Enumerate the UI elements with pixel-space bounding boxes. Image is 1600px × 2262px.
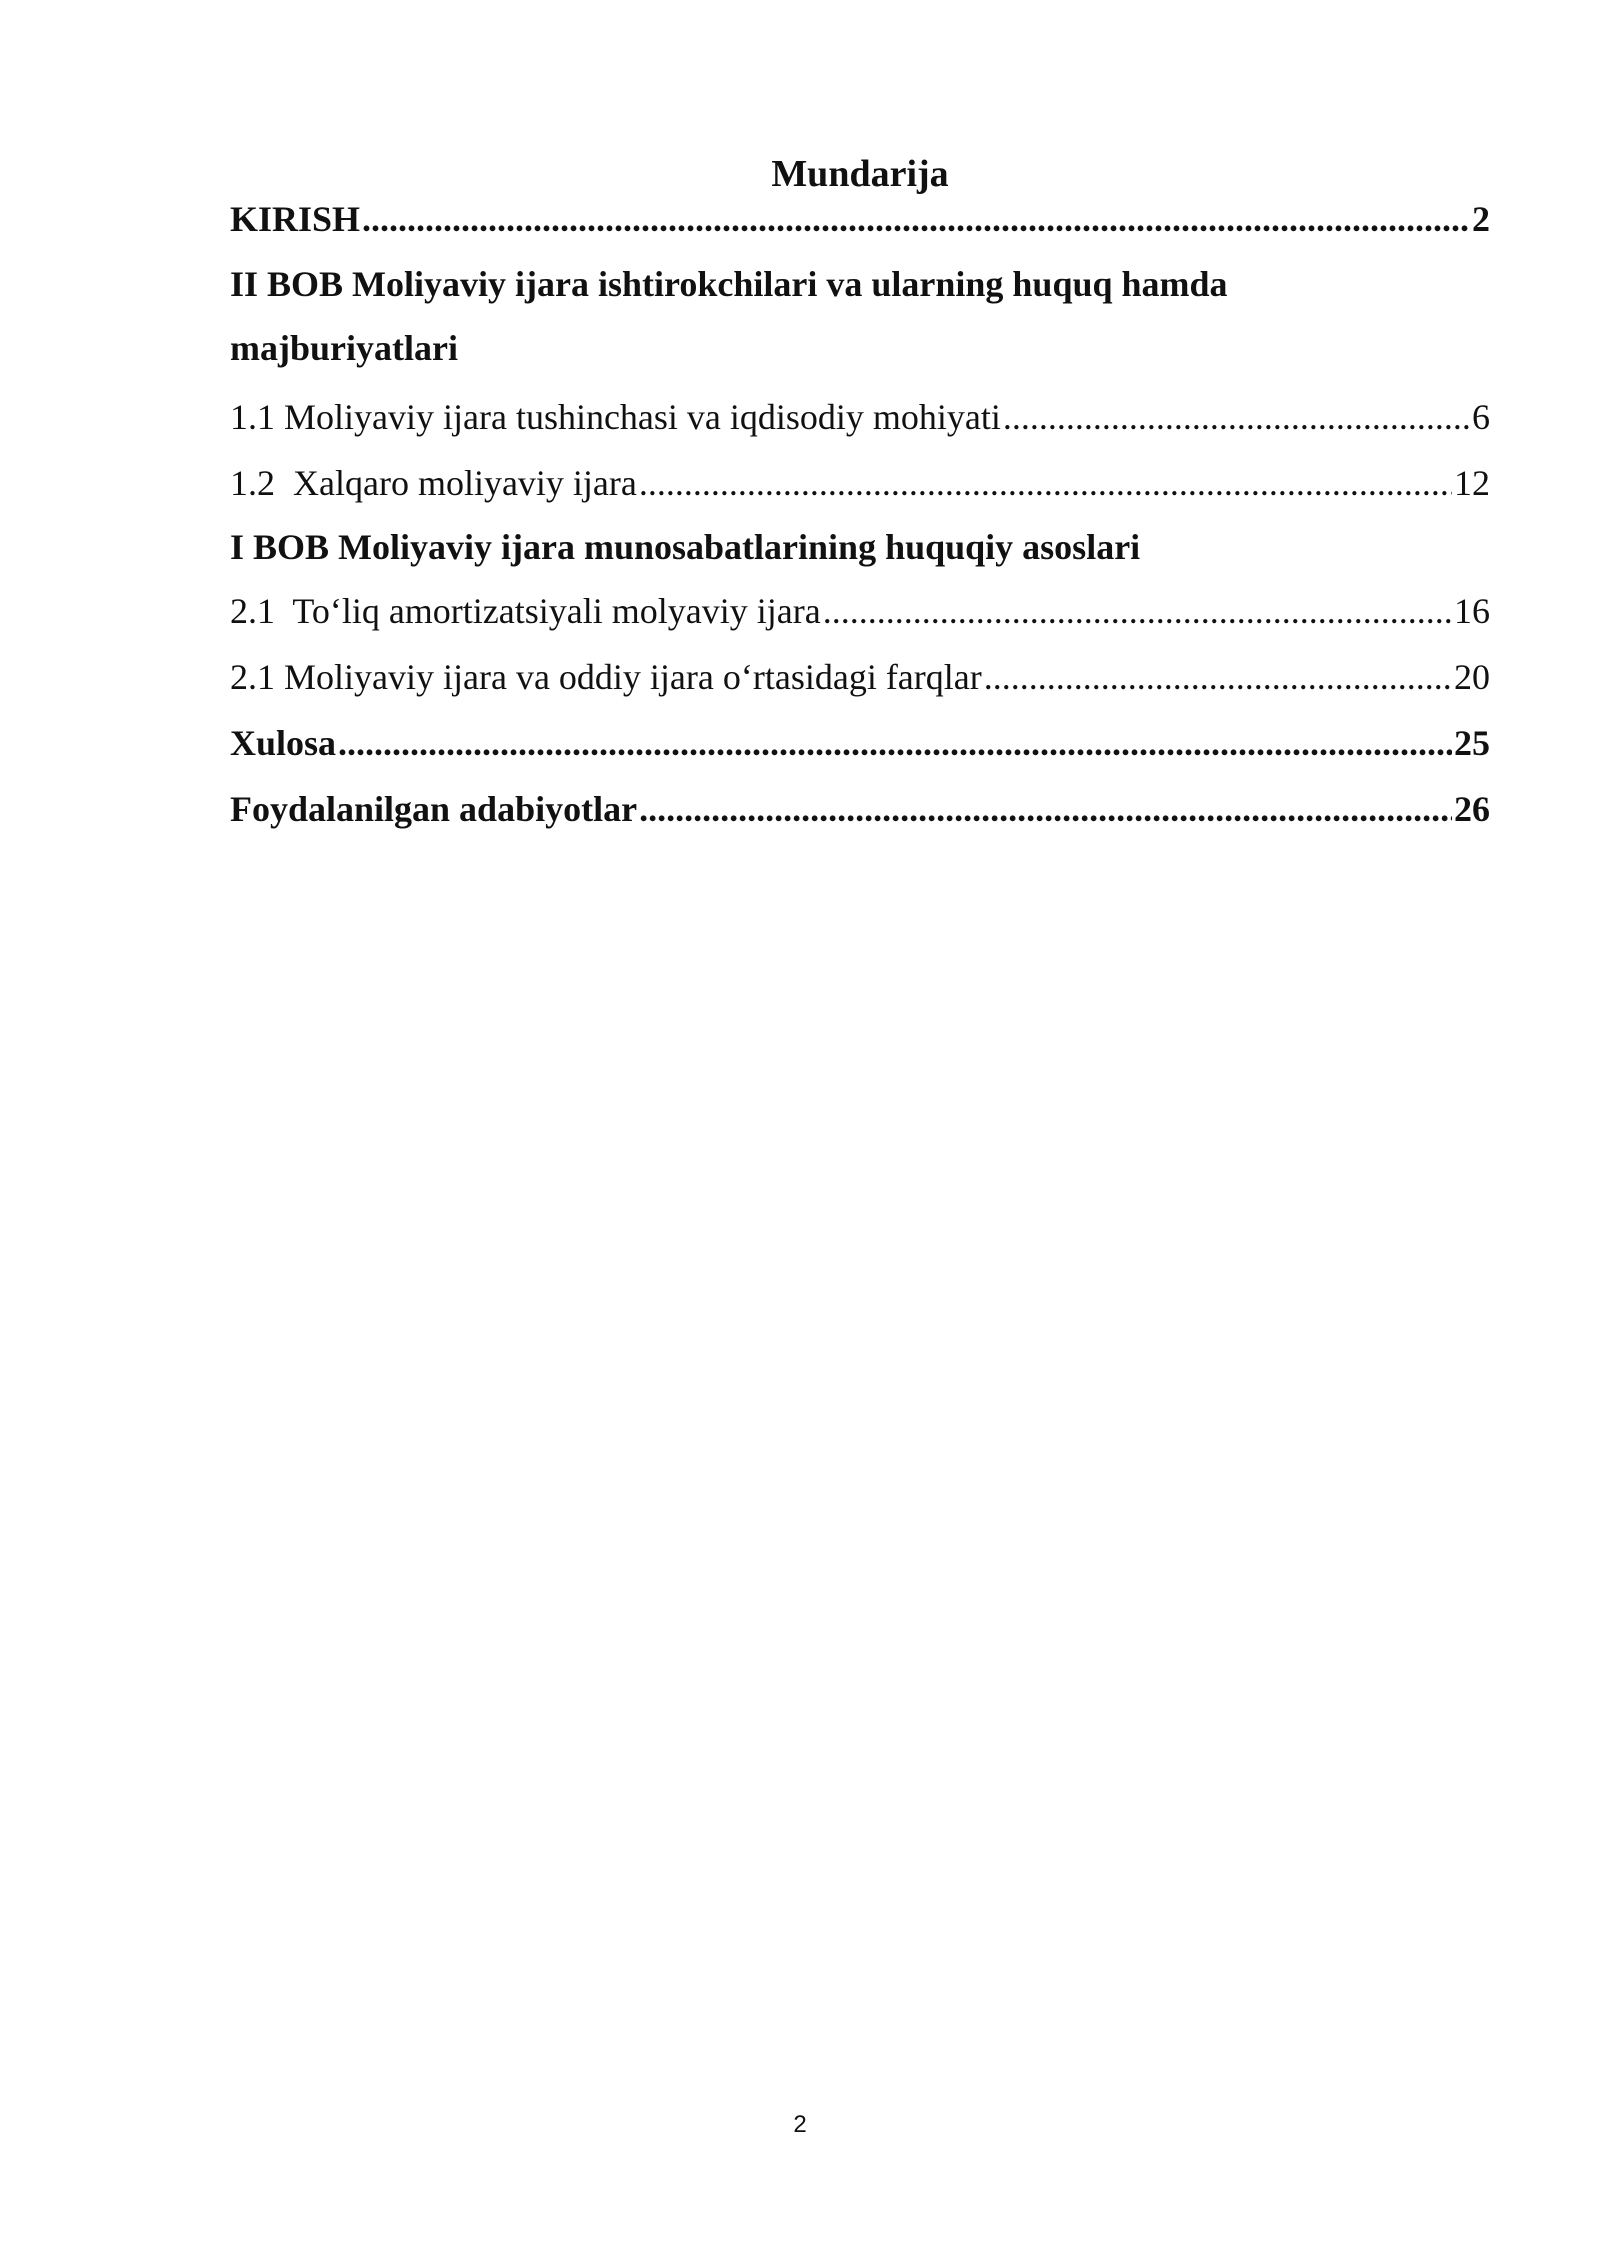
toc-chapter-heading-2[interactable]: II BOB Moliyaviy ijara ishtirokchilari va ularning huquq hamda majburiyatlari — [230, 264, 1228, 368]
toc-entry-adabiyotlar[interactable] — [230, 786, 1490, 832]
toc-entry-1-1[interactable] — [230, 394, 1490, 440]
toc-leader-dots — [639, 460, 1452, 506]
toc-entry-text: KIRISH — [230, 199, 361, 239]
toc-entry-2-1a[interactable] — [230, 588, 1490, 634]
toc-entry-page: 2 — [1472, 199, 1490, 239]
toc-entry-text: Foydalanilgan adabiyotlar — [230, 789, 638, 829]
page-number: 2 — [793, 2111, 807, 2138]
toc-entry-1-2[interactable] — [230, 460, 1490, 506]
page-title: Mundarija — [771, 153, 949, 195]
toc-leader-dots — [338, 720, 1452, 766]
toc-entry-page: 20 — [1454, 657, 1490, 697]
toc-leader-dots — [823, 588, 1452, 634]
toc-entry-text: Xulosa — [230, 723, 337, 763]
toc-chapter-heading-1[interactable]: I BOB Moliyaviy ijara munosabatlarining huquqiy asoslari — [230, 527, 1141, 567]
toc-entry-kirish[interactable] — [230, 196, 1490, 242]
toc-leader-dots — [639, 786, 1452, 832]
toc-entry-2-1b[interactable] — [230, 654, 1490, 700]
toc-leader-dots — [1003, 394, 1470, 440]
toc-entry-page: 16 — [1454, 591, 1490, 631]
toc-entry-text: 1.2 Xalqaro moliyaviy ijara — [230, 463, 637, 503]
toc-entry-text: 2.1 To‘liq amortizatsiyali molyaviy ijara — [230, 591, 821, 631]
toc-entry-page: 12 — [1454, 463, 1490, 503]
toc-leader-dots — [984, 654, 1452, 700]
toc-entry-page: 25 — [1454, 723, 1490, 763]
toc-entry-page: 6 — [1472, 397, 1490, 437]
toc-entry-xulosa[interactable] — [230, 720, 1490, 766]
toc-entry-page: 26 — [1454, 789, 1490, 829]
toc-entry-text: 2.1 Moliyaviy ijara va oddiy ijara o‘rtasidagi farqlar — [230, 657, 982, 697]
toc-entry-text: 1.1 Moliyaviy ijara tushinchasi va iqdisodiy mohiyati — [230, 397, 1001, 437]
table-of-contents — [230, 196, 1490, 832]
toc-leader-dots — [362, 196, 1470, 242]
